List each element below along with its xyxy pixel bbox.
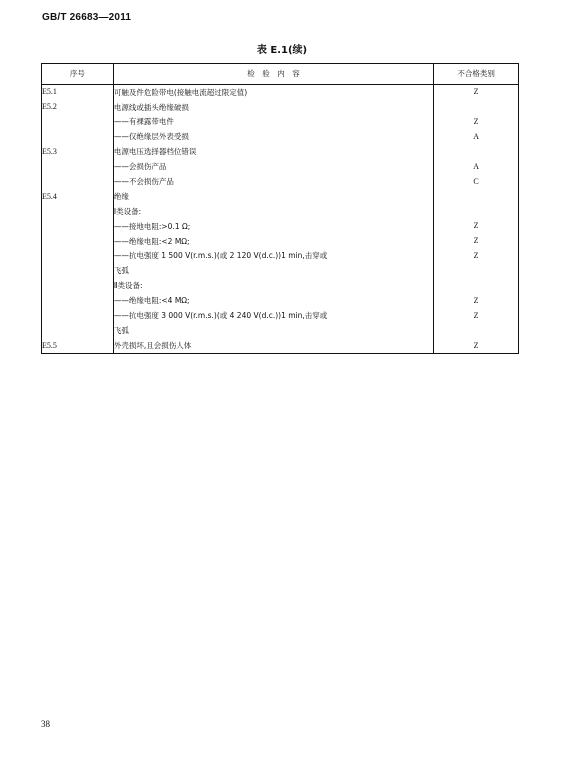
row-code xyxy=(42,323,114,338)
row-content: ——抗电强度 1 500 V(r.m.s.)(或 2 120 V(d.c.))1 min,击穿或 xyxy=(113,249,433,264)
row-code: E5.4 xyxy=(42,189,114,204)
row-category: Z xyxy=(434,115,519,130)
row-category: A xyxy=(434,130,519,145)
table-body xyxy=(42,85,519,354)
row-code xyxy=(42,159,114,174)
row-code xyxy=(42,279,114,294)
row-category xyxy=(434,279,519,294)
table-row xyxy=(42,130,519,145)
table-row xyxy=(42,234,519,249)
row-content: ——有裸露带电件 xyxy=(113,115,433,130)
table-row xyxy=(42,115,519,130)
row-category: Z xyxy=(434,249,519,264)
row-category: Z xyxy=(434,234,519,249)
row-category: Z xyxy=(434,338,519,354)
row-content: Ⅰ类设备: xyxy=(113,204,433,219)
row-content: 电源电压选择器档位错误 xyxy=(113,145,433,160)
inspection-table xyxy=(41,63,519,354)
row-content: ——接地电阻:>0.1 Ω; xyxy=(113,219,433,234)
row-code xyxy=(42,308,114,323)
table-row xyxy=(42,189,519,204)
row-category: Z xyxy=(434,293,519,308)
row-category xyxy=(434,100,519,115)
row-code: E5.1 xyxy=(42,85,114,100)
row-content: ——不会损伤产品 xyxy=(113,174,433,189)
row-category xyxy=(434,323,519,338)
row-code: E5.5 xyxy=(42,338,114,354)
column-header-code: 序号 xyxy=(42,64,114,85)
table-header-row xyxy=(42,64,519,85)
table-row xyxy=(42,174,519,189)
row-category xyxy=(434,264,519,279)
row-content: ——会损伤产品 xyxy=(113,159,433,174)
table-row xyxy=(42,323,519,338)
table-row xyxy=(42,308,519,323)
table-row xyxy=(42,85,519,100)
table-row xyxy=(42,279,519,294)
table-row xyxy=(42,219,519,234)
row-content: 外壳损坏,且会损伤人体 xyxy=(113,338,433,354)
row-code: E5.2 xyxy=(42,100,114,115)
row-code xyxy=(42,219,114,234)
row-code xyxy=(42,204,114,219)
row-content: Ⅱ类设备: xyxy=(113,279,433,294)
column-header-category: 不合格类别 xyxy=(434,64,519,85)
row-category xyxy=(434,204,519,219)
row-content: ——绝缘电阻:<4 MΩ; xyxy=(113,293,433,308)
table-row xyxy=(42,338,519,354)
row-code xyxy=(42,293,114,308)
table-row xyxy=(42,264,519,279)
table-row xyxy=(42,159,519,174)
row-category xyxy=(434,189,519,204)
row-category: Z xyxy=(434,85,519,100)
page-number: 38 xyxy=(41,719,50,729)
column-header-content: 检 验 内 容 xyxy=(113,64,433,85)
row-content: 飞弧 xyxy=(113,264,433,279)
row-category: A xyxy=(434,159,519,174)
row-category: Z xyxy=(434,308,519,323)
row-content: ——绝缘电阻:<2 MΩ; xyxy=(113,234,433,249)
row-category xyxy=(434,145,519,160)
row-category: C xyxy=(434,174,519,189)
table-row xyxy=(42,145,519,160)
row-content: 电源线或插头绝缘破损 xyxy=(113,100,433,115)
row-content: 绝缘 xyxy=(113,189,433,204)
table-row xyxy=(42,204,519,219)
row-code xyxy=(42,130,114,145)
row-content: 飞弧 xyxy=(113,323,433,338)
row-code xyxy=(42,264,114,279)
row-code xyxy=(42,174,114,189)
table-title: 表 E.1(续) xyxy=(256,45,308,56)
row-code xyxy=(42,234,114,249)
table-row xyxy=(42,293,519,308)
row-category: Z xyxy=(434,219,519,234)
table-row xyxy=(42,100,519,115)
row-content: 可触及件危险带电(接触电流超过限定值) xyxy=(113,85,433,100)
table-row xyxy=(42,249,519,264)
row-code: E5.3 xyxy=(42,145,114,160)
row-content: ——抗电强度 3 000 V(r.m.s.)(或 4 240 V(d.c.))1 min,击穿或 xyxy=(113,308,433,323)
row-code xyxy=(42,115,114,130)
standard-code: GB/T 26683—2011 xyxy=(42,12,132,23)
row-code xyxy=(42,249,114,264)
row-content: ——仅绝缘层外表受损 xyxy=(113,130,433,145)
